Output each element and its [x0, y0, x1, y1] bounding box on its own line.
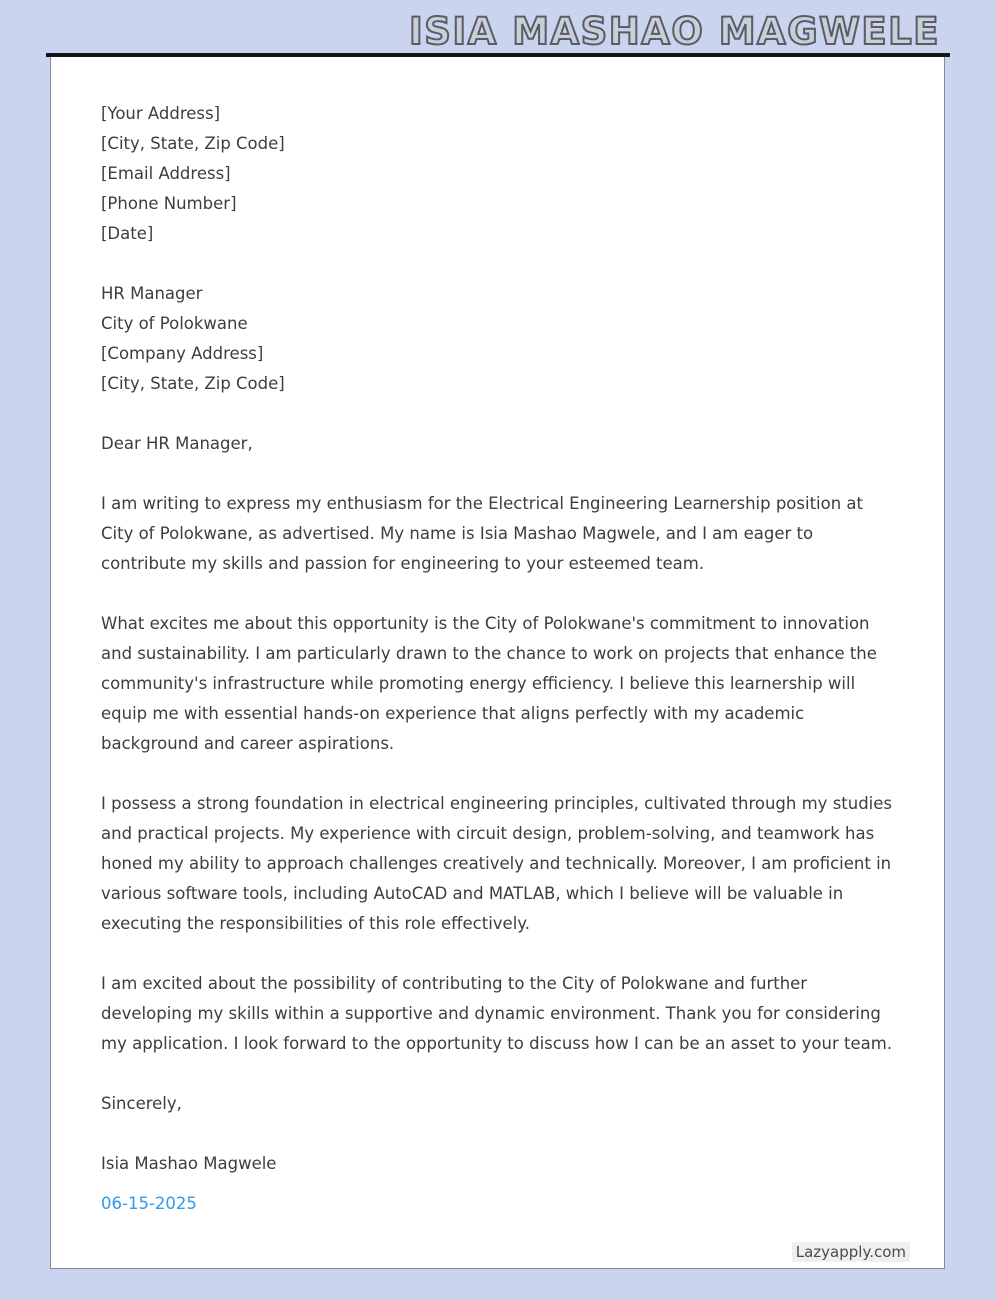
sender-address-line: [Phone Number]	[101, 194, 237, 213]
sender-address-line: [Email Address]	[101, 164, 231, 183]
letter-page	[50, 57, 945, 1269]
body-paragraph-4: I am excited about the possibility of contributing to the City of Polokwane and further developing my skills within a supportive and dynamic environment. Thank you for considering my application. I look forward to the opportunity to discuss how I can be an asset to your team.	[101, 974, 893, 1053]
page-header	[0, 0, 996, 53]
recipient-line: HR Manager	[101, 284, 203, 303]
body-paragraph-2: What excites me about this opportunity is the City of Polokwane's commitment to innovation and sustainability. I am particularly drawn to the chance to work on projects that enhance the community's infrastructure while promoting energy efficiency. I believe this learnership will equip me with essential hands-on experience that aligns perfectly with my academic background and career aspirations.	[101, 614, 877, 753]
sender-address-block	[101, 99, 894, 249]
letter-body	[101, 99, 894, 1219]
sender-address-line: [Date]	[101, 224, 154, 243]
recipient-line: [Company Address]	[101, 344, 264, 363]
signature-name: Isia Mashao Magwele	[101, 1154, 277, 1173]
date-link[interactable]: 06-15-2025	[101, 1194, 197, 1213]
body-paragraph-3: I possess a strong foundation in electrical engineering principles, cultivated through my studies and practical projects. My experience with circuit design, problem-solving, and teamwork has honed my ability to approach challenges creatively and technically. Moreover, I am proficient in various software tools, including AutoCAD and MATLAB, which I believe will be valuable in executing the responsibilities of this role effectively.	[101, 794, 893, 933]
recipient-line: City of Polokwane	[101, 314, 248, 333]
salutation: Dear HR Manager,	[101, 434, 253, 453]
body-paragraph-1: I am writing to express my enthusiasm for the Electrical Engineering Learnership position at City of Polokwane, as advertised. My name is Isia Mashao Magwele, and I am eager to contribute my skills and passion for engineering to your esteemed team.	[101, 494, 864, 573]
sender-address-line: [City, State, Zip Code]	[101, 134, 285, 153]
sender-address-line: [Your Address]	[101, 104, 221, 123]
recipient-line: [City, State, Zip Code]	[101, 374, 285, 393]
closing: Sincerely,	[101, 1094, 182, 1113]
recipient-block	[101, 279, 894, 399]
footer-brand: Lazyapply.com	[792, 1242, 910, 1262]
header-candidate-name: ISIA MASHAO MAGWELE	[409, 10, 940, 53]
